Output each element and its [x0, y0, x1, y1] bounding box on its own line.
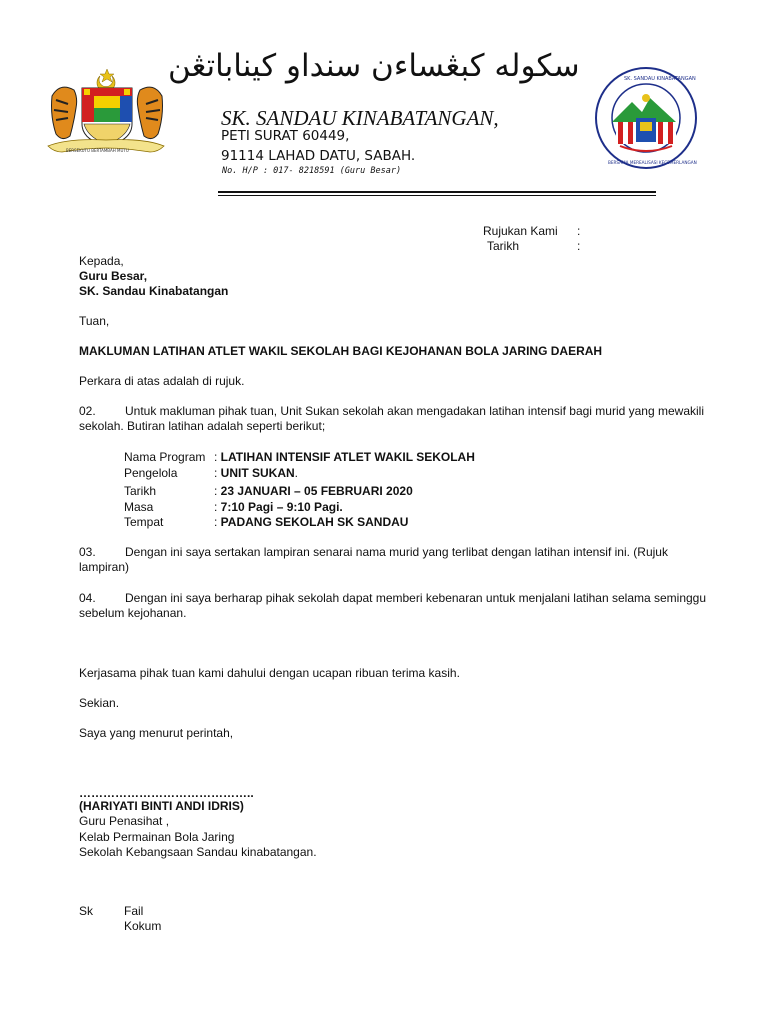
- paragraph-4: [79, 591, 719, 621]
- signatory-title-1: Guru Penasihat ,: [79, 814, 170, 828]
- program-value: 7:10 Pagi – 9:10 Pagi.: [220, 500, 343, 514]
- program-row: Pengelola : UNIT SUKAN.: [124, 466, 299, 480]
- tarikh-colon: :: [577, 239, 581, 253]
- recipient-line-2: SK. Sandau Kinabatangan: [79, 284, 229, 298]
- signatory-name: (HARIYATI BINTI ANDI IDRIS): [79, 799, 244, 813]
- program-value: PADANG SEKOLAH SK SANDAU: [220, 515, 409, 529]
- header-divider-thin: [218, 195, 656, 196]
- salutation: Tuan,: [79, 314, 110, 328]
- rujukan-colon: :: [577, 224, 581, 238]
- closing-line-2: Sekian.: [79, 696, 120, 710]
- school-name-jawi: سكوله كبڠساءن سنداو كيناباتڠن: [168, 48, 580, 84]
- program-value: LATIHAN INTENSIF ATLET WAKIL SEKOLAH: [220, 450, 475, 464]
- closing-line-3: Saya yang menurut perintah,: [79, 726, 234, 740]
- program-value: UNIT SUKAN: [220, 466, 295, 480]
- recipient-line-1: Guru Besar,: [79, 269, 148, 283]
- subject-heading: MAKLUMAN LATIHAN ATLET WAKIL SEKOLAH BAGI KEJOHANAN BOLA JARING DAERAH: [79, 344, 603, 358]
- cc-label: Sk: [79, 904, 94, 918]
- phone-number: No. H/P : 017- 8218591 (Guru Besar): [222, 166, 402, 176]
- tarikh-label: Tarikh: [487, 239, 520, 253]
- svg-text:BERSAMA MEREALISASI KECEMERLAN: BERSAMA MEREALISASI KECEMERLANGAN: [608, 160, 697, 165]
- cc-item: Fail: [124, 904, 144, 918]
- program-row: Tarikh : 23 JANUARI – 05 FEBRUARI 2020: [124, 484, 413, 498]
- header-divider: [218, 191, 656, 193]
- rujukan-label: Rujukan Kami: [483, 224, 558, 238]
- paragraph-3-text: Dengan ini saya sertakan lampiran senarai nama murid yang terlibat dengan latihan intensif ini. (Rujuk lampiran): [79, 545, 668, 574]
- closing-line-1: Kerjasama pihak tuan kami dahului dengan ucapan ribuan terima kasih.: [79, 666, 460, 680]
- paragraph-3-number: 03.: [79, 545, 96, 559]
- program-label: Pengelola: [124, 466, 178, 480]
- program-value: 23 JANUARI – 05 FEBRUARI 2020: [220, 484, 413, 498]
- cc-item: Kokum: [124, 919, 162, 933]
- school-name: SK. SANDAU KINABATANGAN,: [221, 106, 499, 130]
- recipient-kepada: Kepada,: [79, 254, 124, 268]
- svg-text:SK. SANDAU KINABATANGAN: SK. SANDAU KINABATANGAN: [624, 76, 696, 82]
- signature-line: ……………………………………..: [79, 786, 254, 800]
- paragraph-1: Perkara di atas adalah di rujuk.: [79, 374, 245, 388]
- program-label: Nama Program: [124, 450, 206, 464]
- malaysia-coat-of-arms-logo: [46, 66, 168, 158]
- paragraph-2: [79, 404, 719, 434]
- program-row: Nama Program : LATIHAN INTENSIF ATLET WAKIL SEKOLAH: [124, 450, 475, 464]
- program-row: Masa : 7:10 Pagi – 9:10 Pagi.: [124, 500, 343, 514]
- paragraph-3: [79, 545, 719, 575]
- program-label: Tarikh: [124, 484, 157, 498]
- paragraph-4-number: 04.: [79, 591, 96, 605]
- program-suffix: .: [294, 466, 299, 480]
- paragraph-2-number: 02.: [79, 404, 96, 418]
- program-label: Tempat: [124, 515, 164, 529]
- paragraph-4-text: Dengan ini saya berharap pihak sekolah dapat memberi kebenaran untuk menjalani latihan selama seminggu sebelum kejohanan.: [79, 591, 707, 620]
- program-label: Masa: [124, 500, 154, 514]
- address-line-1: PETI SURAT 60449,: [221, 128, 350, 144]
- paragraph-2-text: Untuk makluman pihak tuan, Unit Sukan sekolah akan mengadakan latihan intensif bagi murid yang mewakili sekolah. Butiran latihan adalah seperti berikut;: [79, 404, 704, 433]
- signatory-title-2: Kelab Permainan Bola Jaring: [79, 830, 235, 844]
- signatory-title-3: Sekolah Kebangsaan Sandau kinabatangan.: [79, 845, 317, 859]
- program-row: Tempat : PADANG SEKOLAH SK SANDAU: [124, 515, 409, 529]
- address-line-2: 91114 LAHAD DATU, SABAH.: [221, 148, 416, 164]
- svg-text:BERSEKUTU BERTAMBAH MUTU: BERSEKUTU BERTAMBAH MUTU: [66, 148, 129, 153]
- school-crest-logo: [594, 66, 698, 170]
